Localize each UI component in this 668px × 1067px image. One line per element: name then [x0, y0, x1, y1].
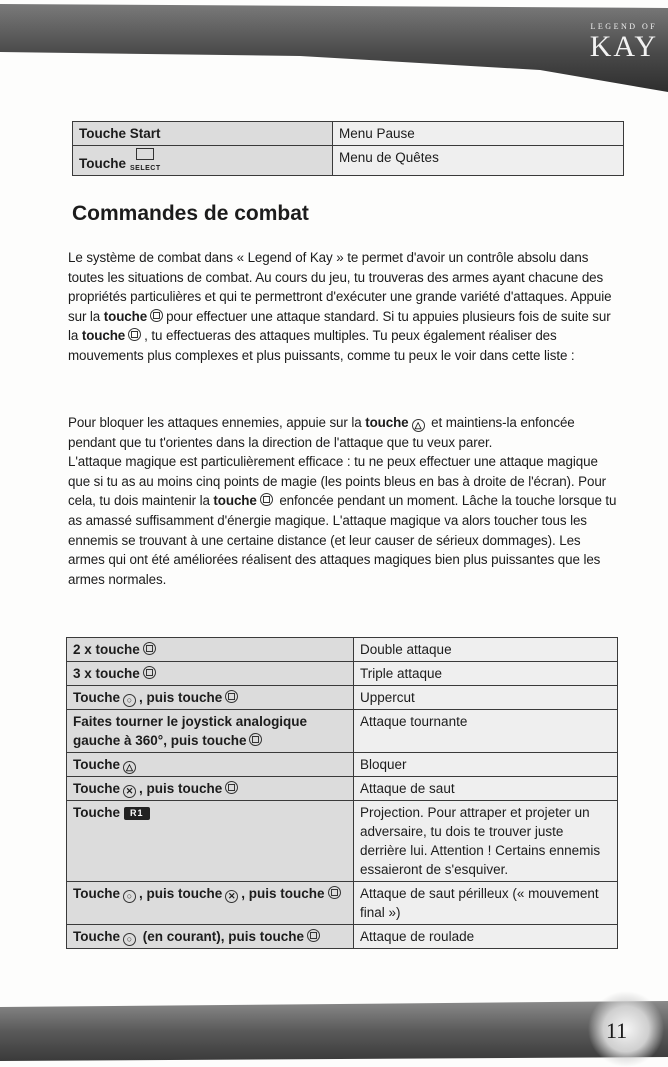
circle-button-icon: ○: [123, 890, 136, 903]
table-value-cell: Attaque de saut: [354, 777, 618, 801]
table-key-cell: 3 x touche: [67, 662, 354, 686]
table-row: [67, 925, 618, 949]
square-button-icon: [128, 328, 141, 341]
footer-band: [0, 985, 668, 1067]
table-row: [67, 777, 618, 801]
square-button-icon: [249, 733, 262, 746]
table-key-cell: Touche R1: [67, 801, 354, 882]
table-value-cell: Attaque tournante: [354, 710, 618, 753]
square-button-icon: [225, 690, 238, 703]
table-value-cell: Uppercut: [354, 686, 618, 710]
logo-title: KAY: [589, 30, 658, 63]
table-row: [67, 710, 618, 753]
r1-button-icon: R1: [124, 807, 150, 820]
section-title: Commandes de combat: [72, 202, 309, 225]
table-value-cell: Menu de Quêtes: [333, 146, 624, 176]
square-button-icon: [307, 929, 320, 942]
square-button-icon: [150, 309, 163, 322]
table-row: [73, 122, 624, 146]
header-band: [0, 0, 668, 92]
table-key-cell: Touche ○ (en courant), puis touche: [67, 925, 354, 949]
cross-button-icon: ✕: [225, 890, 238, 903]
circle-button-icon: ○: [123, 933, 136, 946]
square-button-icon: [225, 781, 238, 794]
triangle-button-icon: △: [123, 761, 136, 774]
table-value-cell: Bloquer: [354, 753, 618, 777]
circle-button-icon: ○: [123, 694, 136, 707]
square-button-icon: [260, 493, 273, 506]
table-row: [67, 753, 618, 777]
table-key-cell: 2 x touche: [67, 638, 354, 662]
select-button-icon: SELECT: [130, 148, 161, 173]
square-button-icon: [328, 886, 341, 899]
triangle-button-icon: △: [412, 419, 425, 432]
controls-table-menu: [72, 121, 624, 176]
table-key-cell: Touche ○ , puis touche ✕ , puis touche: [67, 882, 354, 925]
paragraph-combat-intro: Le système de combat dans « Legend of Kay » te permet d'avoir un contrôle absolu dans toutes les situations de combat. Au cours du jeu, tu trouveras des armes ayant chacune des propriétés particulières et qui te permettront d'exécuter une grande variété d'attaques. Appuie sur la touche pour effectuer une attaque standard. Si tu appuies plusieurs fois de suite sur la touche , tu effectueras des attaques multiples. Tu peux également réaliser des mouvements plus complexes et plus puissants, comme tu peux le voir dans cette liste :: [68, 250, 612, 363]
table-key-cell: Touche ✕ , puis touche: [67, 777, 354, 801]
table-key-cell: Touche ○ , puis touche: [67, 686, 354, 710]
logo-subtitle: LEGEND OF: [590, 22, 658, 31]
table-key-cell: Touche SELECT: [73, 146, 333, 176]
square-button-icon: [143, 666, 156, 679]
table-row: [73, 146, 624, 176]
table-value-cell: Projection. Pour attraper et projeter un adversaire, tu dois te trouver juste derrière lui. Attention ! Certains ennemis essaieront de s'esquiver.: [354, 801, 618, 882]
table-row: [67, 686, 618, 710]
table-row: [67, 662, 618, 686]
table-value-cell: Menu Pause: [333, 122, 624, 146]
controls-table-combat: [66, 637, 618, 949]
paragraph-block-magic: Pour bloquer les attaques ennemies, appuie sur la touche △ et maintiens-la enfoncée pendant que tu t'orientes dans la direction de l'attaque que tu veux parer. L'attaque magique est particulièrement efficace : tu ne peux effectuer une attaque magique que si tu as au moins cinq points de magie (les points bleus en bas à droite de l'écran). Pour cela, tu dois maintenir la touche enfoncée pendant un moment. Lâche la touche lorsque tu as amassé suffisamment d'énergie magique. L'attaque magique va alors toucher tous les ennemis se trouvant à une certaine distance (et leur causer de sérieux dommages). Les armes qui ont été améliorées réalisent des attaques magiques bien plus puissantes que les armes normales.: [68, 415, 617, 587]
table-key-cell: Faites tourner le joystick analogique gauche à 360°, puis touche: [67, 710, 354, 753]
game-logo: [590, 22, 658, 63]
table-row: [67, 638, 618, 662]
table-row: [67, 801, 618, 882]
table-key-cell: Touche △: [67, 753, 354, 777]
page-number: 11: [606, 1018, 628, 1043]
table-value-cell: Attaque de saut périlleux (« mouvement final »): [354, 882, 618, 925]
table-key-cell: Touche Start: [73, 122, 333, 146]
table-value-cell: Triple attaque: [354, 662, 618, 686]
table-value-cell: Double attaque: [354, 638, 618, 662]
square-button-icon: [143, 642, 156, 655]
cross-button-icon: ✕: [123, 785, 136, 798]
table-value-cell: Attaque de roulade: [354, 925, 618, 949]
table-row: [67, 882, 618, 925]
